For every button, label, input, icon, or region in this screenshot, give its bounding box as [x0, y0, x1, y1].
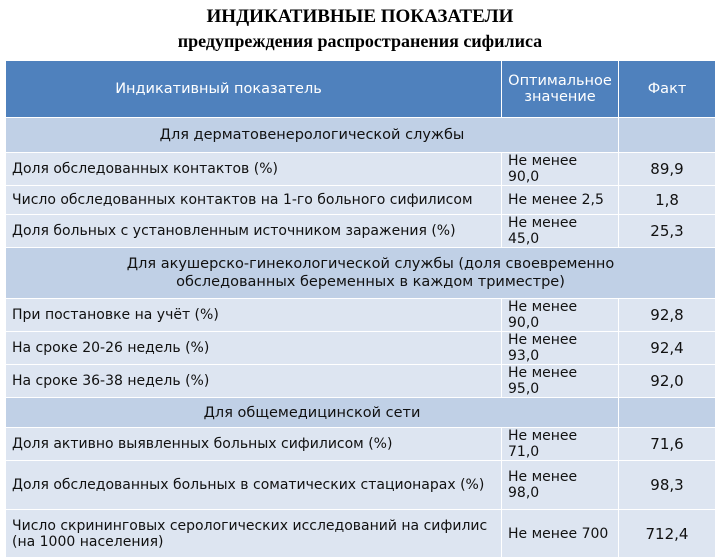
indicator-cell: На сроке 20-26 недель (%) — [6, 332, 502, 365]
fact-cell: 71,6 — [619, 428, 716, 461]
fact-cell: 98,3 — [619, 461, 716, 510]
table-row — [6, 186, 716, 215]
table-row — [6, 510, 716, 558]
indicator-cell: Доля активно выявленных больных сифилисом (%) — [6, 428, 502, 461]
table-row — [6, 461, 716, 510]
table-row — [6, 428, 716, 461]
indicator-cell: Доля обследованных больных в соматических стационарах (%) — [6, 461, 502, 510]
indicator-cell: Число скрининговых серологических исследований на сифилис (на 1000 населения) — [6, 510, 502, 558]
header-indicator: Индикативный показатель — [6, 61, 502, 118]
fact-cell: 712,4 — [619, 510, 716, 558]
optimal-cell: Не менее 71,0 — [502, 428, 619, 461]
optimal-cell: Не менее 98,0 — [502, 461, 619, 510]
fact-cell: 1,8 — [619, 186, 716, 215]
section-title: Для акушерско-гинекологической службы (доля своевременно обследованных беременных в каждом триместре) — [6, 248, 716, 299]
fact-cell: 92,8 — [619, 299, 716, 332]
page-subtitle: предупреждения распространения сифилиса — [177, 31, 543, 51]
header-fact: Факт — [619, 61, 716, 118]
section-row — [6, 398, 716, 428]
table-row — [6, 332, 716, 365]
fact-cell: 89,9 — [619, 153, 716, 186]
header-optimal: Оптимальное значение — [502, 61, 619, 118]
optimal-cell: Не менее 2,5 — [502, 186, 619, 215]
optimal-cell: Не менее 95,0 — [502, 365, 619, 398]
table-row — [6, 299, 716, 332]
section-title: Для дерматовенерологической службы — [6, 118, 619, 153]
section-row — [6, 118, 716, 153]
table-row — [6, 365, 716, 398]
optimal-cell: Не менее 90,0 — [502, 153, 619, 186]
table-header-row — [6, 61, 716, 118]
indicator-cell: Доля обследованных контактов (%) — [6, 153, 502, 186]
optimal-cell: Не менее 90,0 — [502, 299, 619, 332]
table-row — [6, 153, 716, 186]
table-row — [6, 215, 716, 248]
indicator-cell: При постановке на учёт (%) — [6, 299, 502, 332]
indicator-cell: Число обследованных контактов на 1-го больного сифилисом — [6, 186, 502, 215]
page-title: ИНДИКАТИВНЫЕ ПОКАЗАТЕЛИ — [206, 6, 514, 27]
fact-cell: 92,4 — [619, 332, 716, 365]
optimal-cell: Не менее 700 — [502, 510, 619, 558]
fact-cell: 25,3 — [619, 215, 716, 248]
fact-cell: 92,0 — [619, 365, 716, 398]
indicator-cell: На сроке 36-38 недель (%) — [6, 365, 502, 398]
optimal-cell: Не менее 93,0 — [502, 332, 619, 365]
indicator-cell: Доля больных с установленным источником заражения (%) — [6, 215, 502, 248]
optimal-cell: Не менее 45,0 — [502, 215, 619, 248]
section-title: Для общемедицинской сети — [6, 398, 619, 428]
indicators-table — [5, 60, 716, 558]
section-row — [6, 248, 716, 299]
